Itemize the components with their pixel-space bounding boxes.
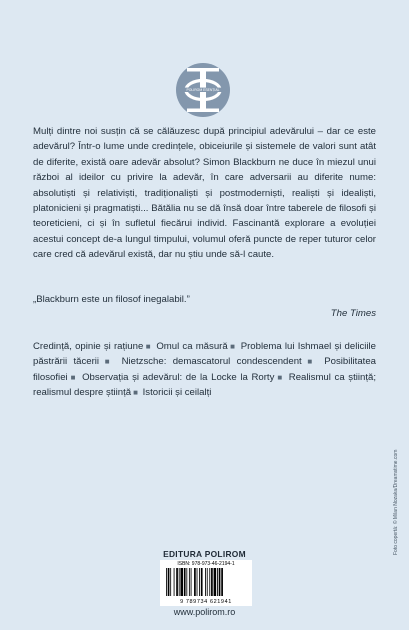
barcode-digits: 9 789734 621941 [180, 599, 232, 605]
separator-icon: ■ [303, 357, 316, 367]
website-link[interactable]: www.polirom.ro [173, 607, 236, 617]
separator-icon: ■ [229, 342, 236, 351]
separator-icon: ■ [145, 342, 152, 351]
isbn-barcode [160, 560, 252, 606]
photo-credit: Foto copertă: © Milan Nozaka/Dreamstime.com [393, 449, 399, 555]
chapter-title: Omul ca măsură [156, 341, 228, 352]
barcode-bars [166, 568, 246, 596]
chapter-title: Istoricii și ceilalți [142, 387, 212, 399]
chapter-title: Problema lui Ishmael și deliciile păstrării tăcerii [33, 341, 376, 368]
chapter-title: Nietzsche: demascatorul condescendent [121, 356, 302, 368]
review-source: The Times [330, 308, 376, 319]
separator-icon: ■ [101, 357, 114, 367]
chapter-list [33, 339, 376, 401]
blurb-text: Mulți dintre noi susțin că se călăuzesc după principiul adevărului – dar ce este adevărul? Într-o lume unde credințele, obiceiurile și sistemele de valori sunt atât de diferite, există oare adevăr absolut? Simon Blackburn ne duce în miezul unui război al ideilor cu privire la adevăr, în care adversarii au diferite nume: absolutiști și relativiști, tradiționaliști și postmoderniști, realiști și idealiști, platonicieni și pragmatiști... Bătălia nu se dă însă doar între taberele de filosofi și teoreticieni, ci și în sufletul fiecărui individ. Fascinantă explorare a evoluției acestui concept de-a lungul timpului, volumul oferă puncte de reper tuturor celor care cred că adevărul există, dar nu știu unde să-l caute. [33, 126, 376, 261]
polirom-esential-logo [173, 60, 233, 120]
publisher-name: EDITURA POLIROM [163, 549, 246, 559]
separator-icon: ■ [133, 388, 138, 398]
separator-icon: ■ [69, 372, 77, 382]
chapter-title: Posibilitatea filosofiei [33, 356, 376, 383]
chapter-title: Observația și adevărul: de la Locke la Rorty [82, 371, 275, 383]
isbn-text: ISBN: 978-973-46-2194-1 [177, 561, 235, 567]
chapter-title: Realismul ca știință; realismul despre știință [33, 371, 377, 399]
review-quote: „Blackburn este un filosof inegalabil.” [33, 294, 190, 305]
svg-text:POLIROM ESENȚIAL: POLIROM ESENȚIAL [186, 88, 220, 93]
separator-icon: ■ [276, 372, 284, 382]
chapter-title: Credință, opinie și rațiune [33, 341, 144, 352]
